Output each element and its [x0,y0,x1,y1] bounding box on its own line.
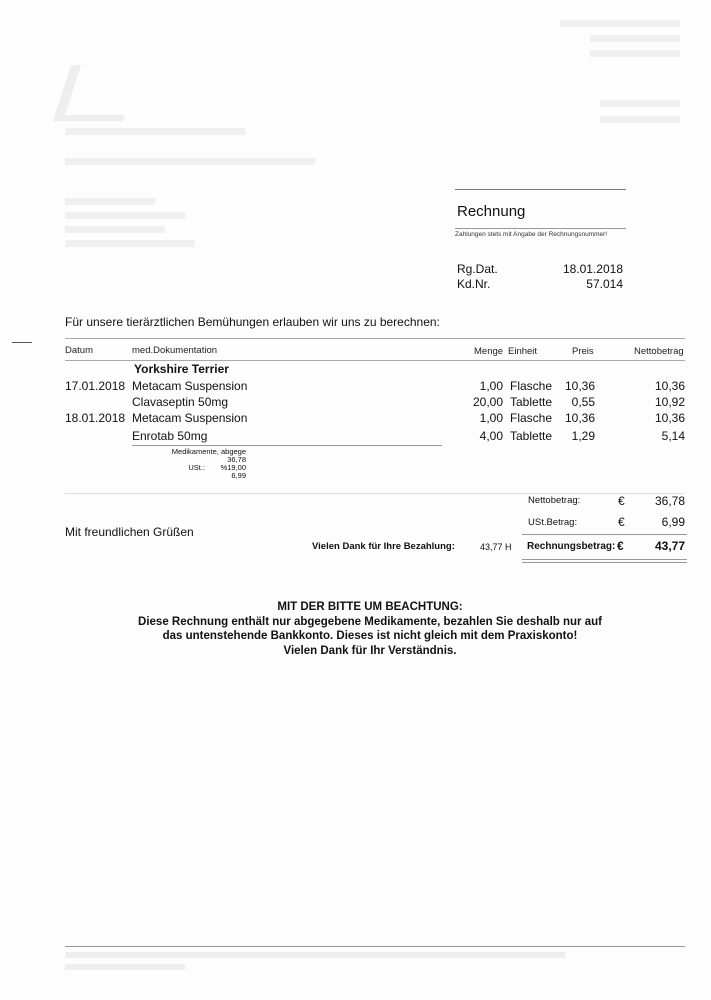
sender-line [600,100,680,107]
letterhead-logo [62,55,362,125]
invoice-mid-rule [455,228,626,229]
thanks-label: Vielen Dank für Ihre Bezahlung: [312,541,455,552]
net-total-label: Nettobetrag: [528,495,581,506]
footer-line [65,964,185,970]
sender-line [590,35,680,42]
thanks-value: 43,77 H [480,542,512,552]
row-qty: 20,00 [472,395,503,409]
row-date: 17.01.2018 [65,379,126,393]
sender-line [590,50,680,57]
med-note-vat-amount: 6,99 [231,471,246,480]
total-double-rule-2 [522,562,687,563]
intro-text: Für unsere tierärztlichen Bemühungen erlauben wir uns zu berechnen: [65,315,440,329]
invoice-title: Rechnung [457,203,526,220]
address-line [65,212,185,219]
customer-number-label: Kd.Nr. [457,277,491,291]
totals-rule [522,534,687,535]
row-unit: Flasche [510,379,553,393]
col-header-doc: med.Dokumentation [132,345,218,356]
footer-rule [65,946,685,947]
invoice-total-currency: € [617,539,624,553]
table-header-rule [65,360,685,361]
row-qty: 4,00 [479,429,503,443]
col-header-unit: Einheit [508,346,538,357]
notice-block [80,600,660,658]
row-net: 10,36 [654,411,685,425]
col-header-price: Preis [572,346,594,357]
row-qty: 1,00 [479,411,503,425]
med-note-amount: 36,78 [227,455,246,464]
net-total-value: 36,78 [654,494,685,508]
letterhead-line [65,128,245,135]
row-qty: 1,00 [479,379,503,393]
table-bottom-rule [65,493,685,494]
med-note-rule [132,445,442,446]
row-price: 10,36 [564,411,595,425]
customer-number-value: 57.014 [586,277,623,291]
row-item: Clavaseptin 50mg [132,395,229,409]
greeting: Mit freundlichen Grüßen [65,525,194,539]
vat-total-label: USt.Betrag: [528,517,578,528]
total-double-rule-1 [522,559,687,560]
row-unit: Tablette [510,429,553,443]
invoice-date-label: Rg.Dat. [457,262,498,276]
row-date: 18.01.2018 [65,411,126,425]
col-header-net: Nettobetrag [634,346,684,357]
row-item: Enrotab 50mg [132,429,208,443]
fold-mark [12,342,32,343]
invoice-date-value: 18.01.2018 [562,262,623,276]
notice-line: das untenstehende Bankkonto. Dieses ist nicht gleich mit dem Praxiskonto! [162,630,578,642]
invoice-total-value: 43,77 [654,539,685,553]
logo-mark-icon [53,65,141,121]
address-line [65,226,165,233]
row-net: 5,14 [661,429,685,443]
table-top-rule [65,338,685,339]
vat-total-currency: € [618,515,625,529]
notice-line: Vielen Dank für Ihr Verständnis. [283,644,457,657]
notice-line: Diese Rechnung enthält nur abgegebene Medikamente, bezahlen Sie deshalb nur auf [138,615,602,628]
row-price: 1,29 [571,429,595,443]
med-note-vat-rate: %19,00 [220,463,246,472]
vat-total-value: 6,99 [661,515,685,529]
invoice-top-rule [455,189,626,190]
row-price: 10,36 [564,379,595,393]
sender-line [560,20,680,27]
med-note-label: Medikamente, abgege [171,447,246,456]
letterhead-line [65,158,315,165]
invoice-total-label: Rechnungsbetrag: [527,541,616,552]
address-line [65,198,155,205]
row-item: Metacam Suspension [132,411,248,425]
col-header-qty: Menge [474,346,504,357]
animal-name: Yorkshire Terrier [134,362,229,376]
row-unit: Tablette [510,395,553,409]
net-total-currency: € [618,494,625,508]
address-line [65,240,195,247]
med-note-vat-label: USt.: [188,463,205,472]
row-unit: Flasche [510,411,553,425]
footer-line [65,952,565,958]
notice-heading: MIT DER BITTE UM BEACHTUNG: [277,601,463,613]
row-net: 10,36 [654,379,685,393]
col-header-date: Datum [65,345,93,356]
row-item: Metacam Suspension [132,379,248,393]
payment-note: Zahlungen stets mit Angabe der Rechnungsnummer! [455,231,608,238]
sender-line [600,116,680,123]
row-price: 0,55 [571,395,595,409]
row-net: 10,92 [654,395,685,409]
